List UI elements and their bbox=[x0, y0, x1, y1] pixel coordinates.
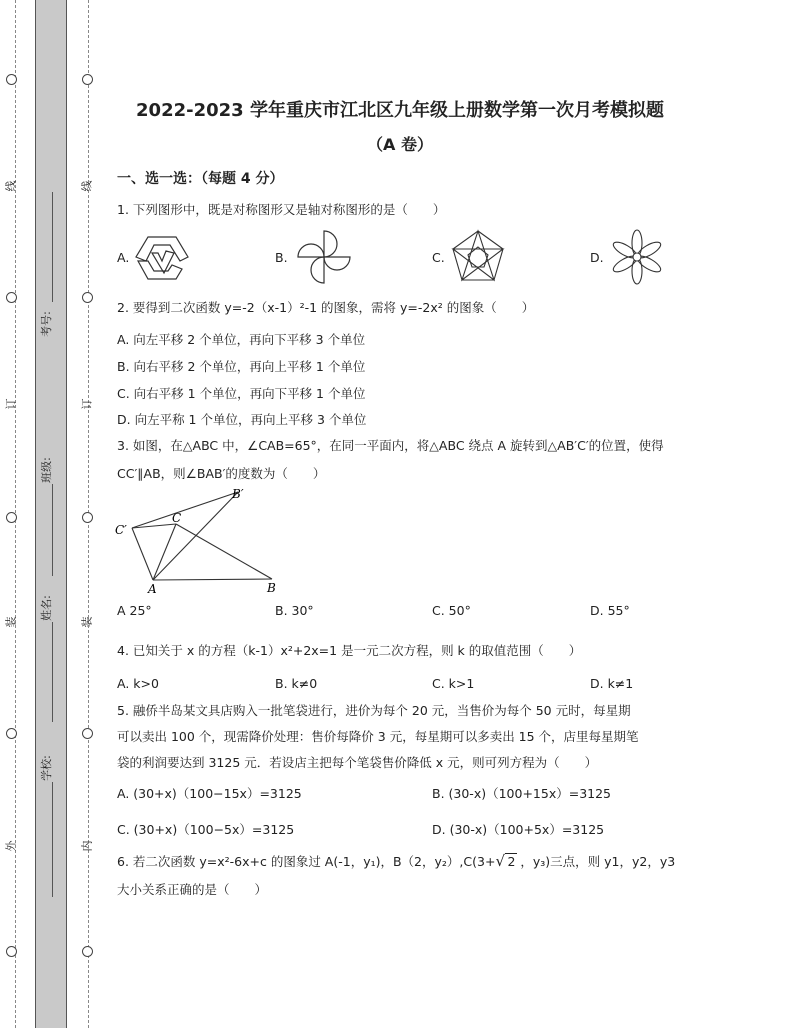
field-label-class: 班级: bbox=[39, 457, 53, 483]
binding-hole bbox=[82, 728, 93, 739]
q3-option-a: A 25° bbox=[117, 603, 152, 618]
q2-option-d: D. 向左平称 1 个单位，再向上平移 3 个单位 bbox=[117, 412, 367, 427]
q4-option-b: B. k≠0 bbox=[275, 676, 318, 691]
q5-option-b: B. (30-x)（100+15x）=3125 bbox=[432, 786, 612, 801]
margin-char-ding-outer: 订 bbox=[4, 398, 18, 410]
point-label-c-prime: C′ bbox=[115, 523, 127, 537]
q6-sqrt bbox=[495, 854, 517, 869]
binding-hole bbox=[82, 512, 93, 523]
q1-figure-a bbox=[134, 231, 192, 283]
section-heading: 一、选一选：（每题 4 分） bbox=[117, 171, 284, 187]
q1-option-d-label: D. bbox=[590, 250, 604, 265]
q4-option-d: D. k≠1 bbox=[590, 676, 634, 691]
sqrt-argument: 2 bbox=[507, 854, 516, 869]
q6-stem-part1: 6. 若二次函数 y=x²-6x+c 的图象过 A(-1，y₁)，B（2，y₂）,C(3+ bbox=[117, 854, 496, 869]
q1-figure-d bbox=[608, 228, 666, 286]
point-label-b-prime: B′ bbox=[232, 487, 244, 501]
field-line-school[interactable] bbox=[52, 782, 53, 897]
q6-stem-line1 bbox=[117, 854, 675, 869]
q6-stem-part2: ，y₃)三点，则 y1，y2，y3 bbox=[520, 854, 676, 869]
segment-ac bbox=[153, 524, 176, 580]
q3-option-d: D. 55° bbox=[590, 603, 630, 618]
q3-option-b: B. 30° bbox=[275, 603, 314, 618]
q3-option-c: C. 50° bbox=[432, 603, 471, 618]
q5-option-a: A. (30+x)（100−15x）=3125 bbox=[117, 786, 302, 801]
binding-hole bbox=[82, 292, 93, 303]
q4-option-a: A. k>0 bbox=[117, 676, 159, 691]
q5-option-d: D. (30-x)（100+5x）=3125 bbox=[432, 822, 605, 837]
point-label-c: C bbox=[172, 511, 182, 525]
q6-stem-line2: 大小关系正确的是（ ） bbox=[117, 882, 268, 897]
margin-char-ding-inner: 订 bbox=[80, 398, 94, 410]
field-label-exam-number: 考号: bbox=[39, 311, 53, 337]
binding-hole bbox=[6, 946, 17, 957]
page-title: 2022-2023 学年重庆市江北区九年级上册数学第一次月考模拟题 bbox=[136, 100, 664, 121]
field-line-class[interactable] bbox=[52, 484, 53, 576]
segment-c-prime-b-prime bbox=[132, 492, 238, 528]
field-line-exam-number[interactable] bbox=[52, 192, 53, 302]
q1-figure-b bbox=[295, 228, 353, 286]
margin-char-xian-inner: 线 bbox=[80, 180, 94, 192]
q3-stem-line1: 3. 如图，在△ABC 中，∠CAB=65°，在同一平面内，将△ABC 绕点 A 旋转到△AB′C′的位置，使得 bbox=[117, 438, 664, 453]
segment-cb bbox=[176, 524, 272, 579]
q1-option-b-label: B. bbox=[275, 250, 288, 265]
margin-char-nei: 内 bbox=[80, 840, 94, 852]
binding-hole bbox=[6, 728, 17, 739]
q5-option-c: C. (30+x)（100−5x）=3125 bbox=[117, 822, 295, 837]
q5-stem-line2: 可以卖出 100 个，现需降价处理：售价每降价 3 元，每星期可以多卖出 15 个，店里每星期笔 bbox=[117, 729, 639, 744]
q1-figure-c bbox=[450, 229, 506, 283]
segment-ab bbox=[153, 579, 272, 580]
q4-option-c: C. k>1 bbox=[432, 676, 475, 691]
field-line-name[interactable] bbox=[52, 622, 53, 722]
sqrt-symbol: √ bbox=[495, 852, 505, 870]
q5-stem-line1: 5. 融侨半岛某文具店购入一批笔袋进行，进价为每个 20 元，当售价为每个 50 元时，每星期 bbox=[117, 703, 631, 718]
binding-hole bbox=[6, 74, 17, 85]
margin-char-zhuang-outer: 装 bbox=[4, 616, 18, 628]
margin-char-xian-outer: 线 bbox=[4, 180, 18, 192]
q4-stem: 4. 已知关于 x 的方程（k-1）x²+2x=1 是一元二次方程，则 k 的取值范围（ ） bbox=[117, 643, 582, 658]
q2-option-a: A. 向左平移 2 个单位，再向下平移 3 个单位 bbox=[117, 332, 366, 347]
point-label-b: B bbox=[267, 581, 276, 595]
q2-stem: 2. 要得到二次函数 y=-2（x-1）²-1 的图象，需将 y=-2x² 的图象（ ） bbox=[117, 300, 535, 315]
field-label-name: 姓名: bbox=[39, 595, 53, 621]
q1-option-c-label: C. bbox=[432, 250, 445, 265]
segment-ab-prime bbox=[153, 492, 238, 580]
margin-char-zhuang-inner: 装 bbox=[80, 616, 94, 628]
q1-option-a-label: A. bbox=[117, 250, 130, 265]
point-label-a: A bbox=[148, 582, 157, 596]
q2-option-c: C. 向右平移 1 个单位，再向下平移 1 个单位 bbox=[117, 386, 366, 401]
binding-hole bbox=[6, 512, 17, 523]
binding-gutter bbox=[35, 0, 67, 1028]
binding-hole bbox=[82, 946, 93, 957]
q2-option-b: B. 向右平移 2 个单位，再向上平移 1 个单位 bbox=[117, 359, 366, 374]
segment-ac-prime bbox=[132, 528, 153, 580]
q3-stem-line2: CC′∥AB，则∠BAB′的度数为（ ） bbox=[117, 466, 326, 481]
margin-char-wai: 外 bbox=[4, 840, 18, 852]
q5-stem-line3: 袋的利润要达到 3125 元．若设店主把每个笔袋售价降低 x 元，则可列方程为（ ） bbox=[117, 755, 598, 770]
binding-hole bbox=[6, 292, 17, 303]
binding-hole bbox=[82, 74, 93, 85]
page-subtitle: （A 卷） bbox=[367, 135, 433, 154]
q1-stem: 1. 下列图形中，既是对称图形又是轴对称图形的是（ ） bbox=[117, 202, 446, 217]
field-label-school: 学校: bbox=[39, 755, 53, 781]
q3-diagram bbox=[112, 484, 287, 596]
